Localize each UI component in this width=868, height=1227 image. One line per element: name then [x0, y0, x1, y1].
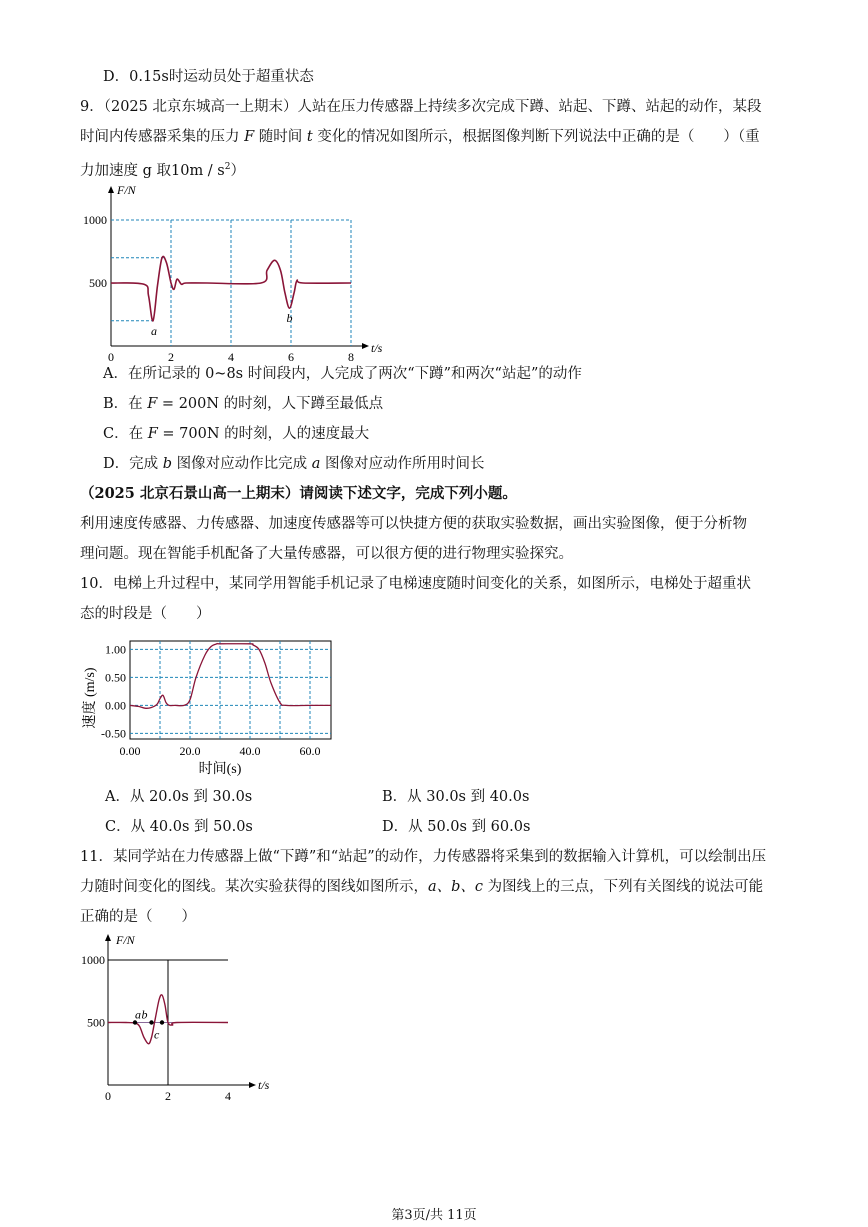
q10-option-d: D．从 50.0s 到 60.0s	[382, 819, 531, 835]
y-axis-arrow	[105, 934, 111, 941]
q9-line3	[80, 157, 245, 181]
x-tick-label: 20.0	[179, 744, 201, 758]
x-axis-arrow	[362, 343, 369, 349]
x-tick-label: 40.0	[239, 744, 261, 758]
q10-option-c: C．从 40.0s 到 50.0s	[105, 819, 253, 835]
q11-line2-a: 力随时间变化的图线。某次实验获得的图线如图所示，	[80, 879, 428, 895]
q9-option-d-a: D．完成	[103, 456, 163, 472]
x-tick-label: 4	[225, 1089, 231, 1103]
q10-option-b: B．从 30.0s 到 40.0s	[382, 789, 530, 805]
q9-line1	[80, 97, 762, 117]
q10-line1: 10．电梯上升过程中，某同学用智能手机记录了电梯速度随时间变化的关系，如图所示，电梯处于超重状	[80, 576, 751, 592]
x-tick-label: 2	[168, 350, 174, 362]
x-axis-label: t/s	[258, 1078, 270, 1092]
x-tick-label: 60.0	[299, 744, 321, 758]
q9-force-chart	[78, 182, 388, 362]
x-tick-label: 0	[105, 1089, 111, 1103]
q10-line2: 态的时段是（ ）	[80, 606, 211, 622]
q9-option-d-var-b: b	[162, 456, 173, 472]
point-label-b: b	[286, 311, 293, 326]
q9-option-d-c: 图像对应动作所用时间长	[320, 456, 485, 472]
q11-line2	[80, 877, 763, 897]
q9-line2-a: 时间内传感器采集的压力	[80, 129, 245, 145]
q11-vars: a、b、c	[428, 879, 484, 895]
q10-option-a: A．从 20.0s 到 30.0s	[105, 789, 253, 805]
q9-option-c-var: F	[147, 426, 158, 442]
x-tick-label: 8	[348, 350, 354, 362]
q9-source: （2025 北京东城高一上期末）	[103, 99, 298, 115]
q9-option-b-a: B．在	[103, 396, 148, 412]
q9-option-d	[103, 454, 485, 474]
point-label-c: c	[154, 1027, 160, 1042]
group-source: （2025 北京石景山高一上期末）	[80, 485, 300, 502]
point-label-a: a	[151, 323, 157, 338]
q9-option-a: A．在所记录的 0~8s 时间段内，人完成了两次“下蹲”和两次“站起”的动作	[103, 366, 582, 382]
q9-var-t: t	[306, 129, 313, 145]
q8-option-d: D．0.15s时运动员处于超重状态	[103, 69, 314, 85]
y-tick-label: -0.50	[101, 726, 126, 741]
q9-line1-text: 人站在压力传感器上持续多次完成下蹲、站起、下蹲、站起的动作，某段	[297, 99, 762, 115]
x-axis-arrow	[249, 1082, 256, 1088]
q9-line2	[80, 127, 760, 147]
x-tick-label: 2	[165, 1089, 171, 1103]
q9-line3-sup: 2	[224, 162, 231, 172]
point-label-a: a	[135, 1007, 141, 1022]
group-header	[80, 484, 517, 504]
q9-number: 9．	[80, 99, 104, 115]
q9-option-b-var: F	[147, 396, 158, 412]
q9-option-b	[103, 394, 383, 414]
page-footer: 第3页/共 11页	[391, 1208, 477, 1223]
y-tick-label: 1.00	[105, 642, 126, 657]
y-tick-label: 1000	[81, 953, 105, 967]
q9-line3-a: 力加速度 g 取10m / s	[80, 162, 225, 179]
x-tick-label: 0.00	[119, 744, 141, 758]
group-para-line1: 利用速度传感器、力传感器、加速度传感器等可以快捷方便的获取实验数据，画出实验图像，便于分析物	[80, 516, 747, 532]
q9-var-f: F	[244, 129, 255, 145]
q9-line2-c: 变化的情况如图所示，根据图像判断下列说法中正确的是（ ）（重	[312, 129, 760, 145]
q11-line1: 11．某同学站在力传感器上做“下蹲”和“站起”的动作，力传感器将采集到的数据输入计算机，可以绘制出压	[80, 849, 767, 865]
q9-line2-b: 随时间	[254, 129, 307, 145]
x-axis-label: t/s	[371, 341, 383, 355]
q11-force-chart	[78, 930, 278, 1105]
q11-line2-b: 为图线上的三点，下列有关图线的说法可能	[483, 879, 764, 895]
y-tick-label: 0.50	[105, 670, 126, 685]
q10-velocity-chart	[78, 633, 348, 778]
y-axis-label: F/N	[117, 183, 136, 197]
x-tick-label: 4	[228, 350, 234, 362]
y-tick-label: 0.00	[105, 698, 126, 713]
x-tick-label: 6	[288, 350, 294, 362]
y-tick-label: 500	[89, 276, 107, 290]
q11-line3: 正确的是（ ）	[80, 909, 196, 925]
q9-option-c-a: C．在	[103, 426, 148, 442]
q9-option-c	[103, 424, 369, 444]
y-axis-arrow	[108, 186, 114, 193]
y-axis-label: F/N	[116, 933, 135, 947]
group-para-line2: 理问题。现在智能手机配备了大量传感器，可以很方便的进行物理实验探究。	[80, 546, 573, 562]
x-tick-label: 0	[108, 350, 114, 362]
plot-frame	[130, 641, 331, 739]
point-label-b: b	[141, 1007, 148, 1022]
q9-option-c-b: = 700N 的时刻，人的速度最大	[157, 426, 370, 442]
q9-line3-b: ）	[230, 162, 245, 179]
q9-option-d-b: 图像对应动作比完成	[172, 456, 312, 472]
group-instruction: 请阅读下述文字，完成下列小题。	[299, 485, 517, 502]
y-axis-label: 速度 (m/s)	[83, 667, 98, 729]
q9-option-b-b: = 200N 的时刻，人下蹲至最低点	[157, 396, 384, 412]
y-tick-label: 500	[87, 1015, 105, 1030]
x-axis-label: 时间(s)	[198, 762, 242, 777]
y-tick-label: 1000	[83, 213, 107, 227]
point-c	[160, 1020, 164, 1024]
point-b	[149, 1020, 153, 1024]
q9-option-d-var-a: a	[311, 456, 321, 472]
